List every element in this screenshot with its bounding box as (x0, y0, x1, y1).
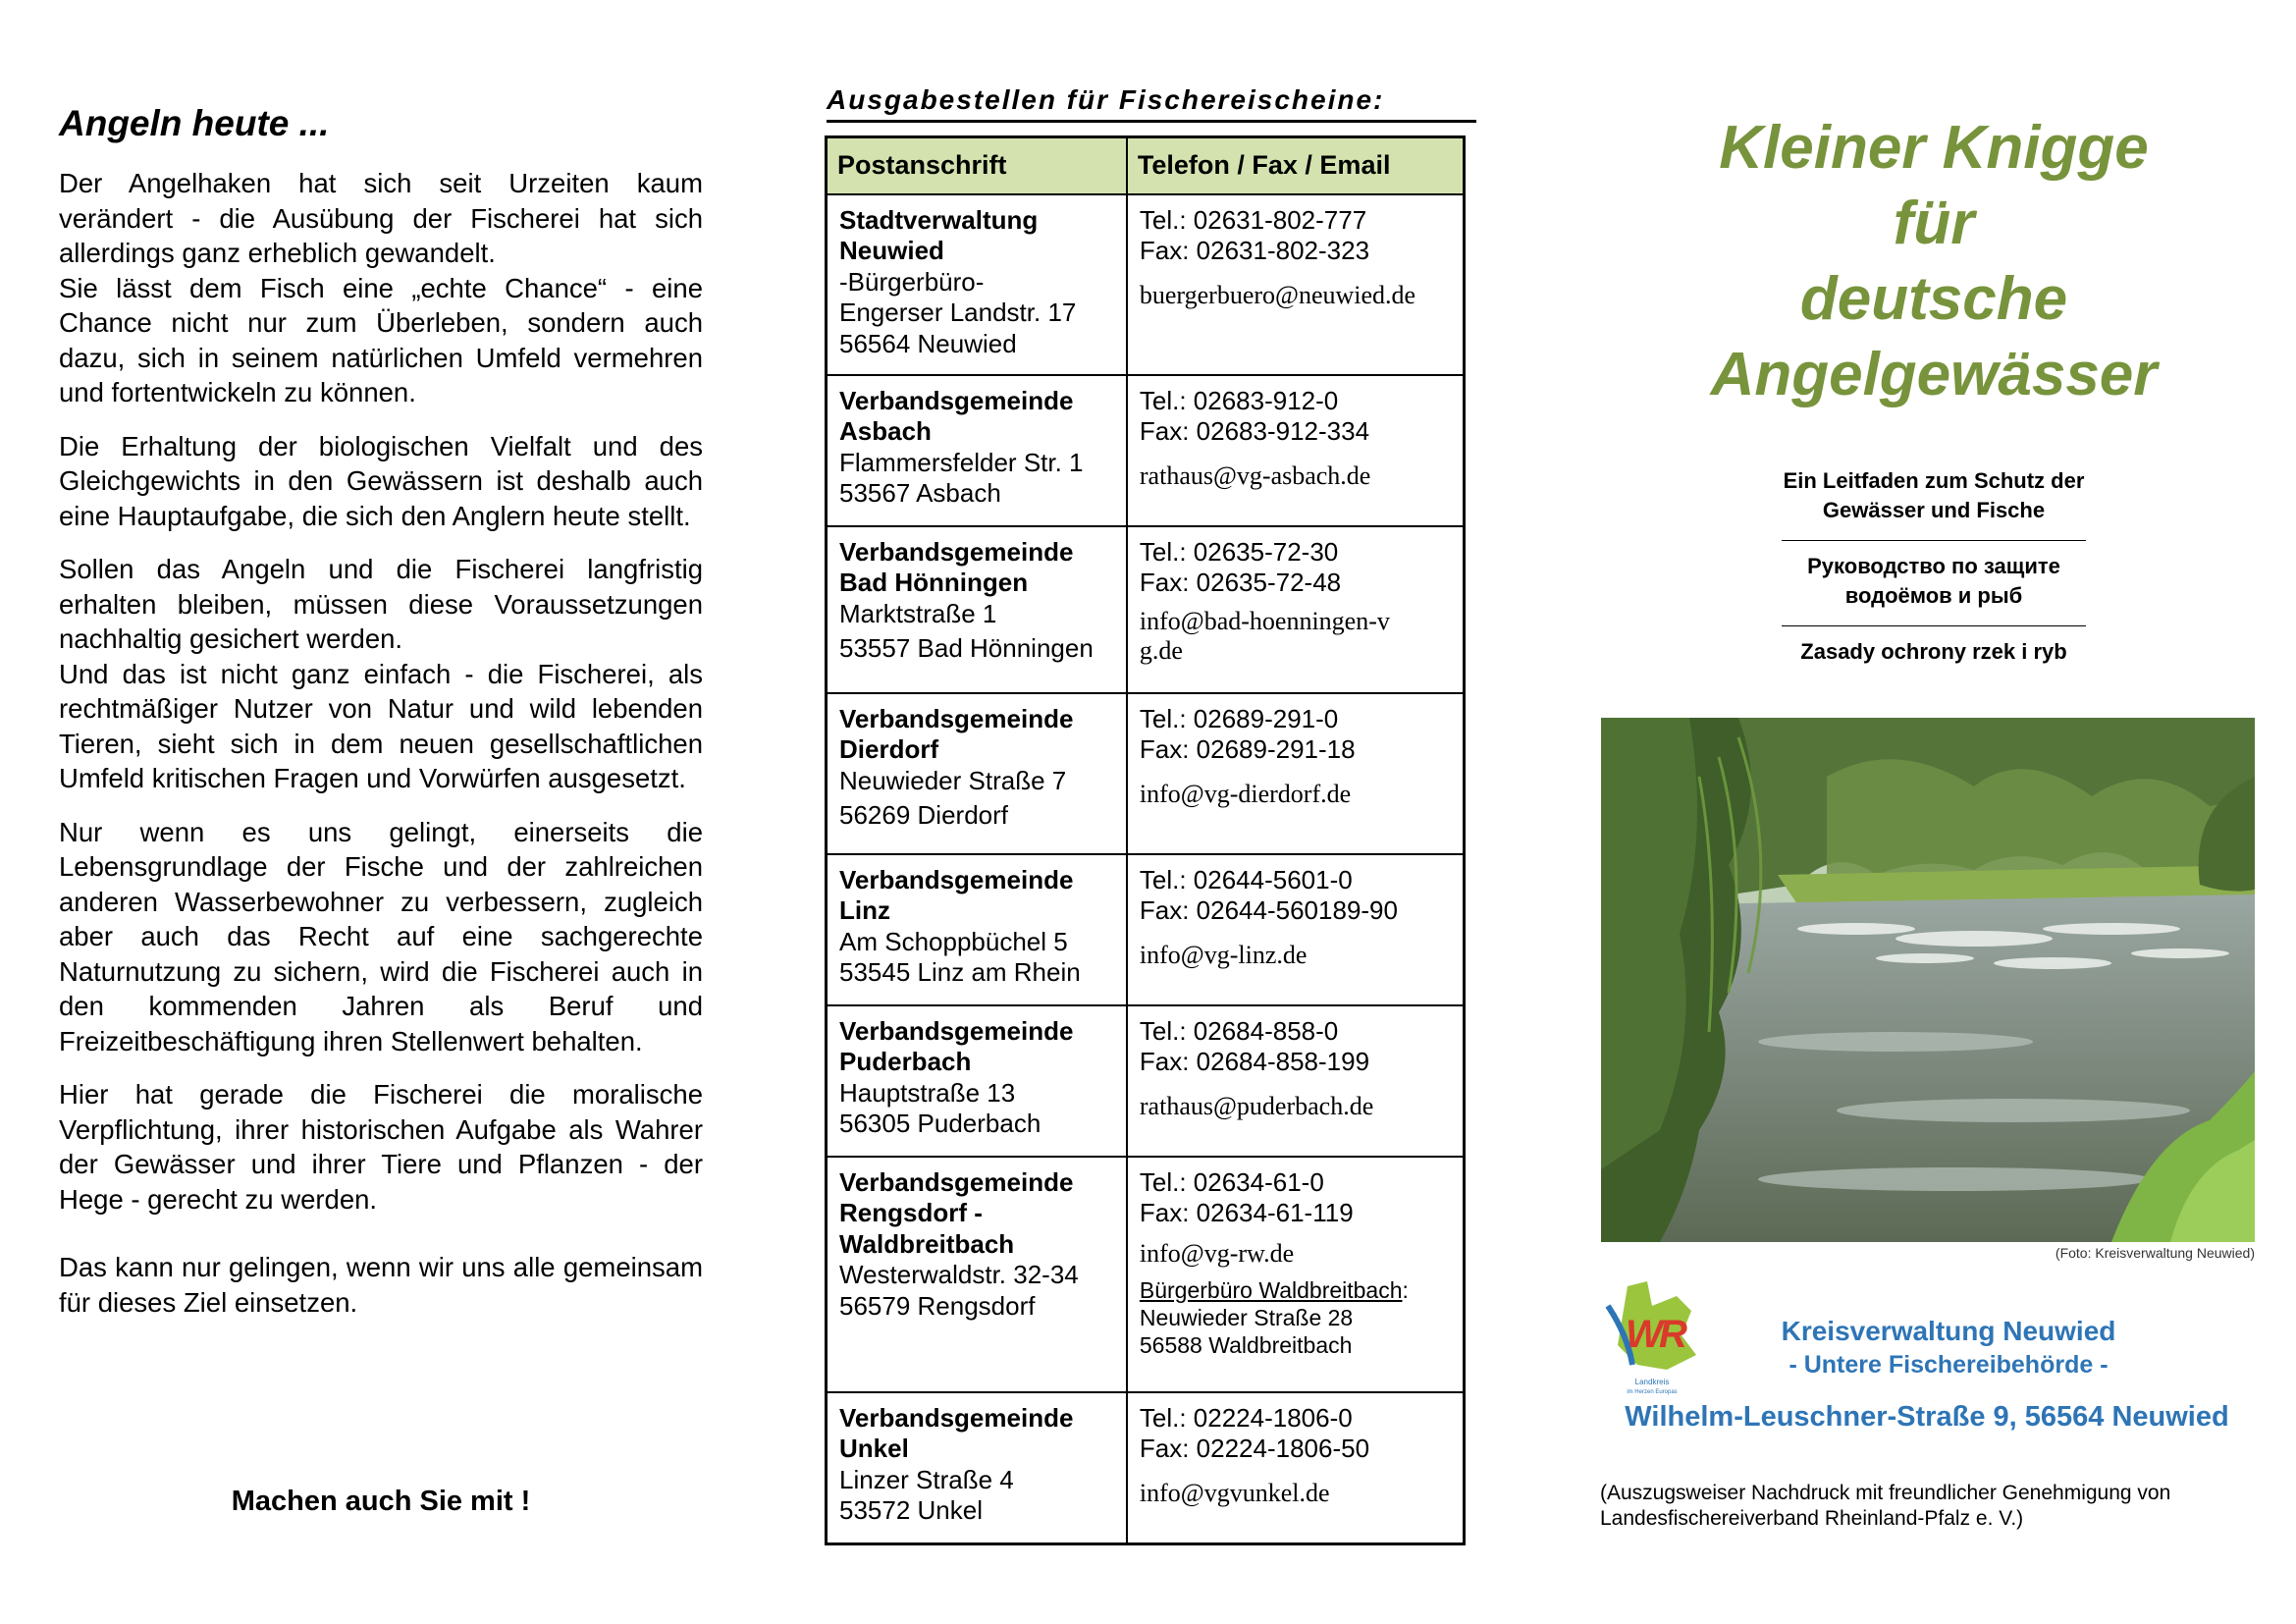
brochure-title (1610, 110, 2258, 412)
paragraph-text: Der Angelhaken hat sich seit Urzeiten kaum verändert - die Ausübung der Fischerei hat sich allerdings ganz erheblich gewandelt. (59, 168, 703, 268)
table-row (827, 526, 1465, 693)
phone-number: Tel.: 02635-72-30 (1139, 536, 1339, 567)
intro-paragraph (59, 429, 703, 534)
paragraph-text: Sollen das Angeln und die Fischerei langfristig erhalten bleiben, müssen diese Voraussetzungen nachhaltig gesichert werden. (59, 554, 703, 654)
address-line: 56269 Dierdorf (839, 800, 1008, 830)
intro-heading: Angeln heute ... (59, 103, 330, 143)
table-row (827, 693, 1465, 854)
title-line: deutsche (1799, 265, 2068, 333)
office-name: Verbandsgemeinde (839, 1015, 1074, 1046)
office-name: Puderbach (839, 1047, 972, 1076)
email-address[interactable]: rathaus@puderbach.de (1139, 1091, 1374, 1120)
address-line: Engerser Landstr. 17 (839, 298, 1077, 327)
branch-office-title: Bürgerbüro Waldbreitbach (1139, 1276, 1403, 1303)
office-name: Neuwied (839, 236, 944, 265)
paragraph-text: Und das ist nicht ganz einfach - die Fischerei, als rechtmäßiger Nutzer von Natur und wild lebenden Tieren, sieht sich in dem neuen gesellschaftlichen Umfeld kritischen Fragen und Vorwürfen ausgesetzt. (59, 658, 703, 793)
authority-name: Kreisverwaltung Neuwied (1781, 1316, 2116, 1346)
column-header-contact: Telefon / Fax / Email (1127, 137, 1465, 194)
paragraph-text: Nur wenn es uns gelingt, einerseits die Lebensgrundlage der Fische und der zahlreichen anderen Wasserbewohner zu verbessern, zugleich aber auch das Recht auf eine sachgerechte Naturnutzung zu sichern, wird die Fischerei auch in den kommenden Jahren als Beruf und Freizeitbeschäftigung ihren Stellenwert behalten. (59, 816, 703, 1056)
subtitle-divider (1782, 625, 2086, 626)
address-line: Am Schoppbüchel 5 (839, 926, 1068, 956)
paragraph-text: Hier hat gerade die Fischerei die moralische Verpflichtung, ihrer historischen Aufgabe als Wahrer der Gewässer und ihrer Tiere und Pflanzen - der Hege - gerecht zu werden. (59, 1079, 703, 1215)
fax-number: Fax: 02631-802-323 (1139, 236, 1370, 265)
table-row (827, 854, 1465, 1005)
address-line: 56564 Neuwied (839, 328, 1017, 358)
office-name: Bad Hönningen (839, 568, 1029, 597)
address-cell (827, 693, 1127, 854)
fax-number: Fax: 02224-1806-50 (1139, 1434, 1370, 1463)
table-row (827, 1392, 1465, 1544)
phone-number: Tel.: 02644-5601-0 (1139, 864, 1353, 894)
fax-number: Fax: 02689-291-18 (1139, 734, 1356, 764)
contact-cell (1127, 1392, 1465, 1544)
subtitle-polish: Zasady ochrony rzek i ryb (1800, 639, 2067, 664)
address-line: -Bürgerbüro- (839, 266, 985, 297)
closing-call-to-action: Machen auch Sie mit ! (231, 1486, 531, 1517)
address-line: Flammersfelder Str. 1 (839, 447, 1084, 477)
phone-number: Tel.: 02683-912-0 (1139, 385, 1339, 415)
intro-paragraph (59, 552, 703, 796)
svg-text:R: R (1659, 1313, 1687, 1356)
paragraph-text: Die Erhaltung der biologischen Vielfalt und des Gleichgewichts in den Gewässern ist deshalb auch eine Hauptaufgabe, die sich den Anglern heute stellt. (59, 430, 703, 531)
subtitle-line: водоёмов и рыб (1844, 583, 2023, 608)
fax-number: Fax: 02684-858-199 (1139, 1047, 1370, 1076)
address-cell (827, 375, 1127, 526)
reprint-note (1600, 1481, 2268, 1532)
email-address[interactable]: info@vgvunkel.de (1139, 1478, 1330, 1507)
address-cell (827, 1157, 1127, 1392)
office-name: Verbandsgemeinde (839, 864, 1074, 894)
office-name: Rengsdorf - (839, 1198, 983, 1227)
title-line: Angelgewässer (1710, 341, 2158, 408)
phone-number: Tel.: 02684-858-0 (1139, 1015, 1339, 1046)
table-row (827, 1005, 1465, 1157)
title-line: für (1893, 189, 1975, 257)
office-name: Stadtverwaltung (839, 204, 1039, 235)
branch-office-colon: : (1402, 1276, 1409, 1303)
subtitle-line: Gewässer und Fische (1822, 498, 2046, 522)
email-address[interactable]: info@vg-dierdorf.de (1139, 779, 1352, 808)
address-line: 53545 Linz am Rhein (839, 957, 1081, 987)
column-header-address: Postanschrift (827, 137, 1127, 194)
intro-paragraph (59, 1250, 703, 1320)
authority-department: - Untere Fischereibehörde - (1789, 1351, 2109, 1379)
address-line: Westerwaldstr. 32-34 (839, 1260, 1079, 1289)
address-cell (827, 194, 1127, 375)
address-line: 56305 Puderbach (839, 1109, 1041, 1138)
authority-address: Wilhelm-Leuschner-Straße 9, 56564 Neuwied (1625, 1401, 2229, 1433)
contact-cell (1127, 854, 1465, 1005)
email-address[interactable]: info@vg-rw.de (1139, 1238, 1295, 1268)
reprint-note-line: (Auszugsweiser Nachdruck mit freundlicher Genehmigung von (1600, 1482, 2171, 1504)
fax-number: Fax: 02635-72-48 (1139, 568, 1342, 597)
photo-credit: (Foto: Kreisverwaltung Neuwied) (2055, 1245, 2255, 1261)
subtitle-german (1708, 466, 2160, 525)
phone-number: Tel.: 02689-291-0 (1139, 703, 1339, 733)
office-name: Verbandsgemeinde (839, 703, 1074, 733)
table-header-row (827, 137, 1465, 194)
intro-paragraph (59, 166, 703, 410)
contact-cell (1127, 693, 1465, 854)
office-name: Waldbreitbach (839, 1228, 1015, 1259)
address-line: 53567 Asbach (839, 478, 1001, 508)
district-logo (1598, 1276, 1706, 1399)
office-name: Verbandsgemeinde (839, 536, 1074, 567)
table-row (827, 375, 1465, 526)
address-cell (827, 1005, 1127, 1157)
intro-paragraph (59, 815, 703, 1059)
address-line: Linzer Straße 4 (839, 1464, 1014, 1494)
svg-text:W: W (1626, 1313, 1663, 1356)
office-name: Unkel (839, 1434, 909, 1463)
paragraph-text: Das kann nur gelingen, wenn wir uns alle gemeinsam für dieses Ziel einsetzen. (59, 1252, 703, 1318)
title-line: Kleiner Knigge (1719, 114, 2149, 182)
intro-paragraph (59, 1077, 703, 1217)
phone-number: Tel.: 02631-802-777 (1139, 204, 1367, 235)
office-name: Linz (839, 895, 890, 925)
river-photo (1601, 718, 2255, 1242)
intro-column (59, 103, 703, 1338)
email-address[interactable]: rathaus@vg-asbach.de (1139, 460, 1371, 490)
office-name: Dierdorf (839, 734, 939, 764)
fax-number: Fax: 02683-912-334 (1139, 416, 1370, 446)
contact-cell (1127, 375, 1465, 526)
reprint-note-line: Landesfischereiverband Rheinland-Pfalz e. V.) (1600, 1507, 2024, 1530)
address-line: 56579 Rengsdorf (839, 1290, 1036, 1321)
address-line: 56588 Waldbreitbach (1139, 1331, 1353, 1358)
address-line: 53572 Unkel (839, 1495, 983, 1525)
office-name: Verbandsgemeinde (839, 385, 1074, 415)
contact-cell (1127, 1157, 1465, 1392)
office-name: Verbandsgemeinde (839, 1402, 1074, 1433)
phone-number: Tel.: 02224-1806-0 (1139, 1402, 1353, 1433)
office-name: Verbandsgemeinde (839, 1166, 1074, 1197)
subtitle-line: Ein Leitfaden zum Schutz der (1783, 468, 2085, 493)
table-heading: Ausgabestellen für Fischereischeine: (827, 84, 1476, 123)
office-name: Asbach (839, 416, 932, 446)
email-address[interactable]: info@bad-hoenningen-vg.de (1139, 606, 1390, 665)
table-row (827, 194, 1465, 375)
fax-number: Fax: 02634-61-119 (1139, 1198, 1354, 1227)
svg-text:im Herzen Europas: im Herzen Europas (1627, 1389, 1678, 1395)
subtitle-line: Руководство по защите (1807, 554, 2060, 578)
email-address[interactable]: buergerbuero@neuwied.de (1139, 280, 1416, 309)
address-line: Marktstraße 1 (839, 598, 997, 628)
address-line: Neuwieder Straße 28 (1139, 1304, 1354, 1330)
fax-number: Fax: 02644-560189-90 (1139, 895, 1398, 925)
address-cell (827, 854, 1127, 1005)
table-row (827, 1157, 1465, 1392)
contact-cell (1127, 194, 1465, 375)
email-address[interactable]: info@vg-linz.de (1139, 940, 1308, 969)
subtitle-russian (1708, 552, 2160, 611)
contact-cell (1127, 526, 1465, 693)
address-cell (827, 1392, 1127, 1544)
svg-text:Landkreis: Landkreis (1634, 1378, 1670, 1386)
branch-office (1140, 1276, 1453, 1359)
subtitle-divider (1782, 540, 2086, 541)
address-line: 53557 Bad Hönningen (839, 633, 1094, 663)
contact-cell (1127, 1005, 1465, 1157)
address-line: Hauptstraße 13 (839, 1077, 1016, 1108)
address-line: Neuwieder Straße 7 (839, 765, 1067, 795)
license-offices-table (825, 135, 1466, 1545)
paragraph-text: Sie lässt dem Fisch eine „echte Chance“ - eine Chance nicht nur zum Überleben, sondern auch dazu, sich in seinem natürlichen Umfeld vermehren und fortentwickeln zu können. (59, 272, 703, 407)
address-cell (827, 526, 1127, 693)
phone-number: Tel.: 02634-61-0 (1139, 1166, 1324, 1197)
